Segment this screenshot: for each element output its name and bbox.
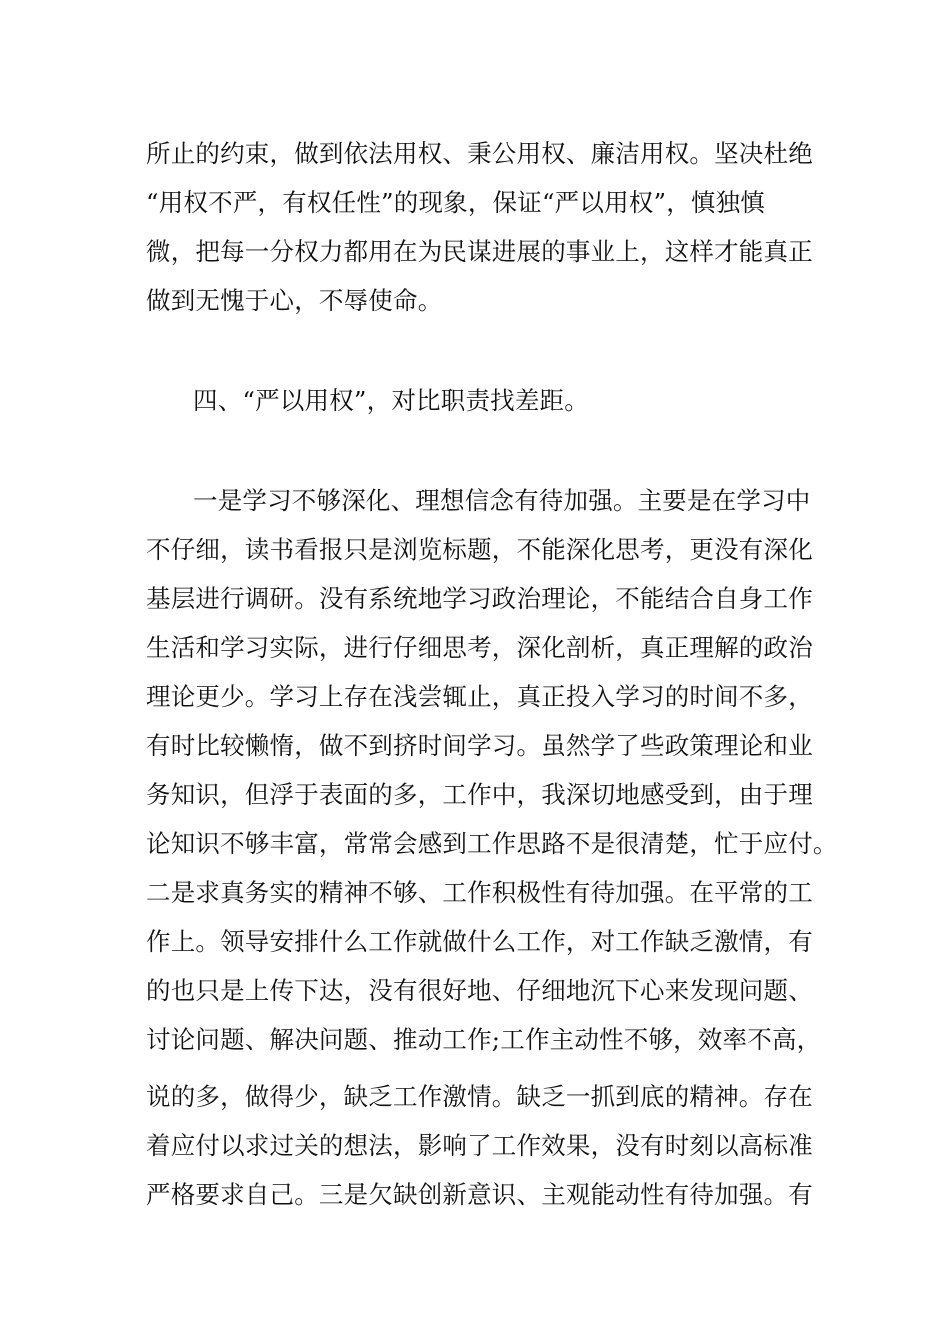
paragraph-line: 生活和学习实际，进行仔细思考，深化剖析，真正理解的政治 bbox=[146, 633, 813, 662]
paragraph-line: 基层进行调研。没有系统地学习政治理论，不能结合自身工作 bbox=[146, 584, 813, 613]
paragraph-line: 理论更少。学习上存在浅尝辄止，真正投入学习的时间不多， bbox=[146, 682, 813, 711]
paragraph-line: “用权不严，有权任性”的现象，保证“严以用权”，慎独慎 bbox=[146, 188, 765, 217]
paragraph-line: 论知识不够丰富，常常会感到工作思路不是很清楚，忙于应付。 bbox=[146, 829, 838, 858]
paragraph-line: 所止的约束，做到依法用权、秉公用权、廉洁用权。坚决杜绝 bbox=[146, 139, 813, 168]
paragraph-line: 一是学习不够深化、理想信念有待加强。主要是在学习中 bbox=[193, 486, 811, 515]
paragraph-line: 有时比较懒惰，做不到挤时间学习。虽然学了些政策理论和业 bbox=[146, 731, 813, 760]
section-heading: 四、“严以用权”，对比职责找差距。 bbox=[193, 386, 589, 415]
paragraph-line: 二是求真务实的精神不够、工作积极性有待加强。在平常的工 bbox=[146, 878, 813, 907]
paragraph-line: 的也只是上传下达，没有很好地、仔细地沉下心来发现问题、 bbox=[146, 976, 813, 1005]
paragraph-line: 着应付以求过关的想法，影响了工作效果，没有时刻以高标准 bbox=[146, 1131, 813, 1160]
paragraph-line: 讨论问题、解决问题、推动工作;工作主动性不够，效率不高， bbox=[146, 1025, 822, 1054]
paragraph-line: 不仔细，读书看报只是浏览标题，不能深化思考，更没有深化 bbox=[146, 535, 813, 564]
paragraph-line: 说的多，做得少，缺乏工作激情。缺乏一抓到底的精神。存在 bbox=[146, 1082, 813, 1111]
paragraph-line: 做到无愧于心，不辱使命。 bbox=[146, 286, 443, 315]
paragraph-line: 务知识，但浮于表面的多，工作中，我深切地感受到，由于理 bbox=[146, 780, 813, 809]
paragraph-line: 作上。领导安排什么工作就做什么工作，对工作缺乏激情，有 bbox=[146, 927, 813, 956]
paragraph-line: 严格要求自己。三是欠缺创新意识、主观能动性有待加强。有 bbox=[146, 1180, 813, 1209]
paragraph-line: 微，把每一分权力都用在为民谋进展的事业上，这样才能真正 bbox=[146, 237, 813, 266]
